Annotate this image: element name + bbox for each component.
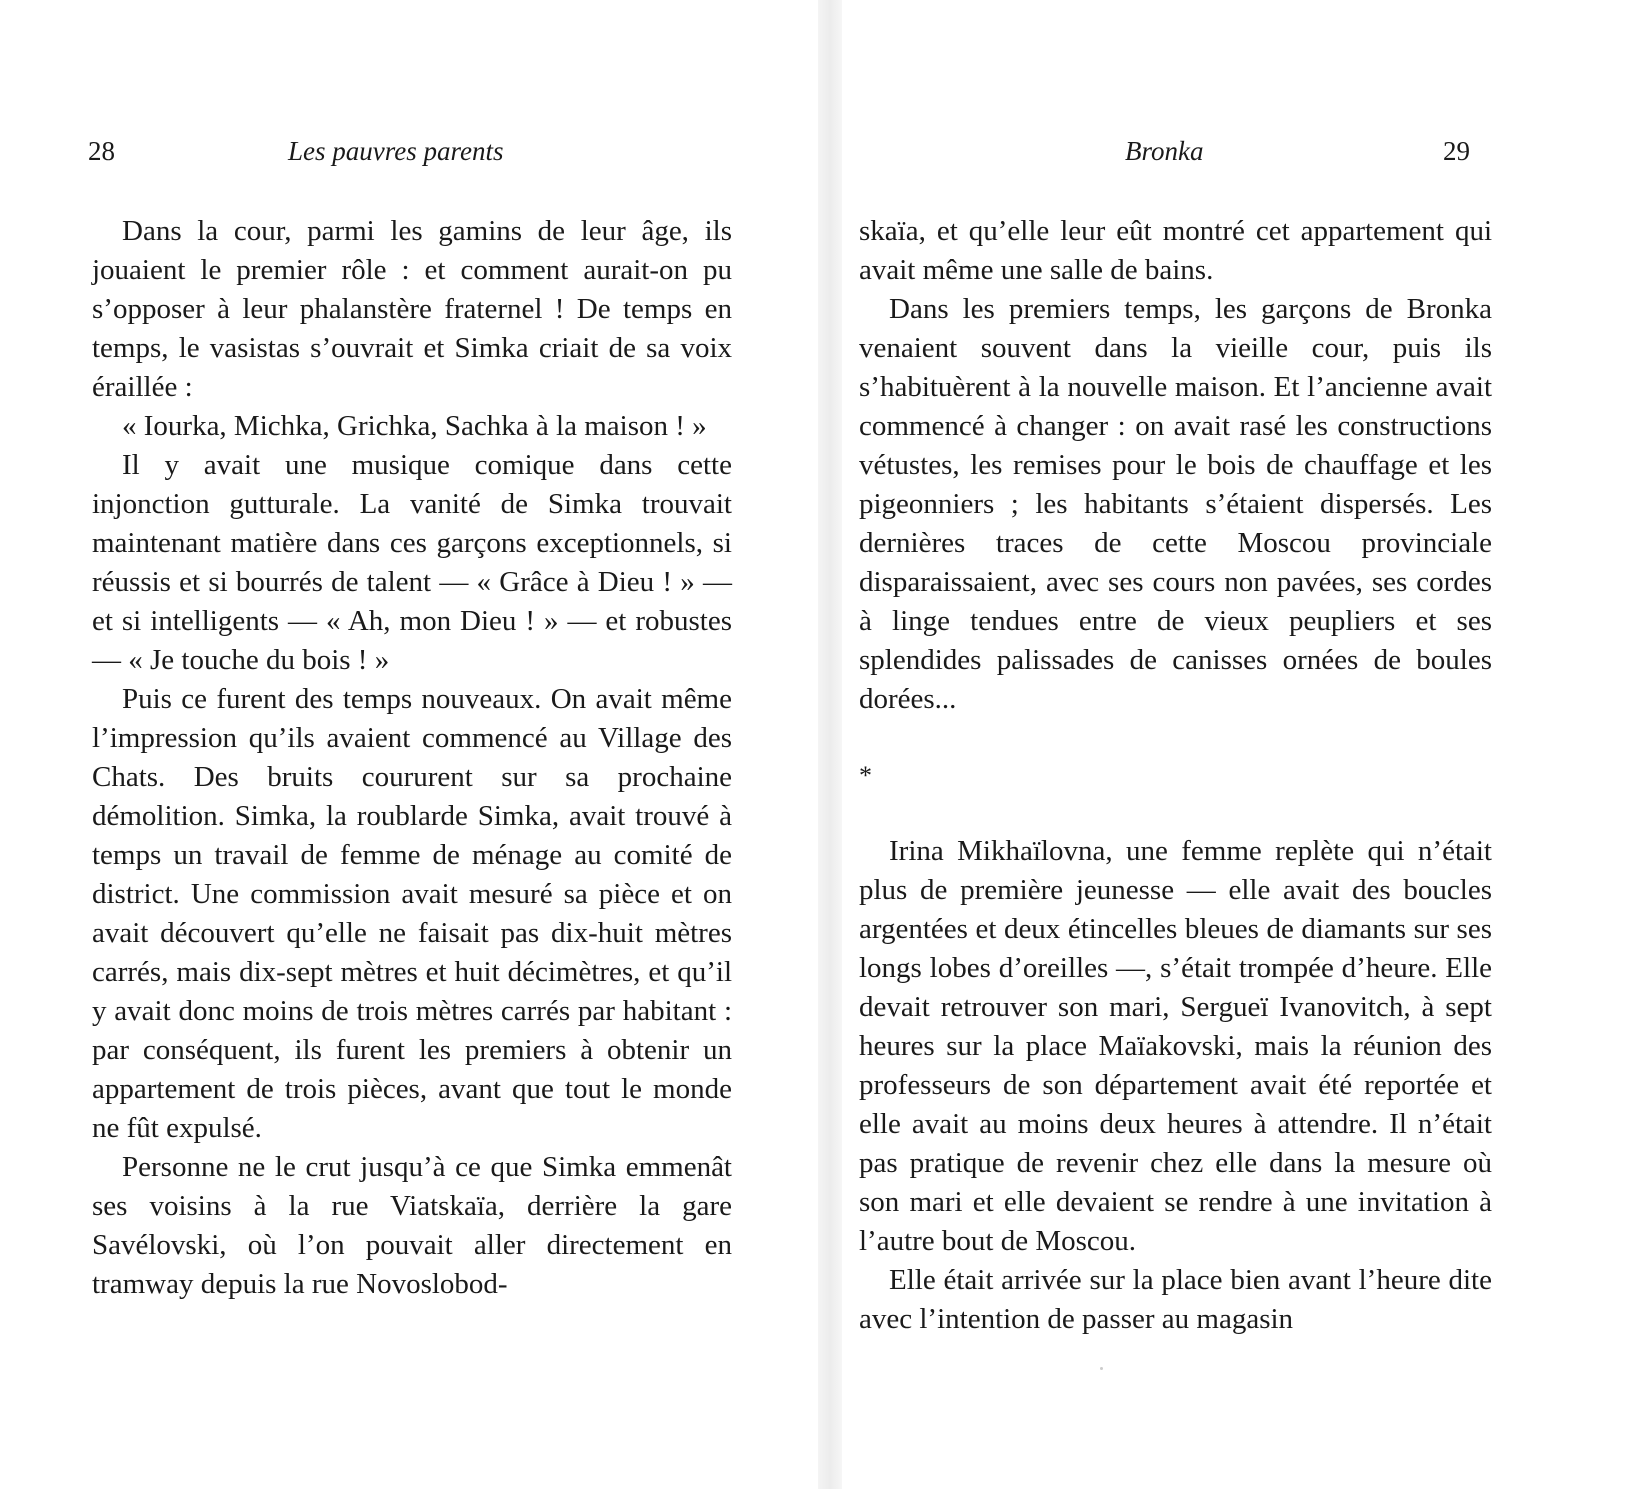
- paragraph: Il y avait une musique comique dans cette injonction gutturale. La vanité de Simka trouvait maintenant matière dans ces garçons exceptionnels, si réussis et si bourrés de talent — « Grâce à Dieu ! » — et si intelligents — « Ah, mon Dieu ! » — et robustes — « Je touche du bois ! »: [92, 449, 732, 676]
- right-page: [842, 0, 1633, 1489]
- page-number-right: 29: [1443, 136, 1470, 166]
- paragraph: « Iourka, Michka, Grichka, Sachka à la maison ! »: [122, 410, 707, 442]
- paragraph: Dans la cour, parmi les gamins de leur âge, ils jouaient le premier rôle : et comment aurait-on pu s’opposer à leur phalanstère fraternel ! De temps en temps, le vasistas s’ouvrait et Simka criait de sa voix éraillée :: [92, 215, 732, 403]
- running-head-right: Bronka: [1125, 136, 1204, 166]
- left-page-text: [92, 212, 732, 1304]
- paragraph: Personne ne le crut jusqu’à ce que Simka emmenât ses voisins à la rue Viatskaïa, derrière la gare Savélovski, où l’on pouvait aller directement en tramway depuis la rue Novoslobod-: [92, 1151, 732, 1300]
- right-page-text: [859, 212, 1492, 1339]
- section-break-asterisk: *: [859, 761, 872, 790]
- page-number-left: 28: [88, 136, 115, 166]
- paragraph: Dans les premiers temps, les garçons de Bronka venaient souvent dans la vieille cour, puis ils s’habituèrent à la nouvelle maison. Et l’ancienne avait commencé à changer : on avait rasé les constructions vétustes, les remises pour le bois de chauffage et les pigeonniers ; les habitants s’étaient dispersés. Les dernières traces de cette Moscou provinciale disparaissaient, avec ses cours non pavées, ses cordes à linge tendues entre de vieux peupliers et ses splendides palissades de canisses ornées de boules dorées...: [859, 293, 1492, 715]
- paragraph: Elle était arrivée sur la place bien avant l’heure dite avec l’intention de passer au magasin: [859, 1264, 1492, 1335]
- paragraph: Puis ce furent des temps nouveaux. On avait même l’impression qu’ils avaient commencé au Village des Chats. Des bruits coururent sur sa prochaine démolition. Simka, la roublarde Simka, avait trouvé à temps un travail de femme de ménage au comité de district. Une commission avait mesuré sa pièce et on avait découvert qu’elle ne faisait pas dix-huit mètres carrés, mais dix-sept mètres et huit décimètres, et qu’il y avait donc moins de trois mètres carrés par habitant : par conséquent, ils furent les premiers à obtenir un appartement de trois pièces, avant que tout le monde ne fût expulsé.: [92, 683, 732, 1144]
- book-gutter: [818, 0, 842, 1489]
- paper-speck: [1100, 1367, 1103, 1370]
- running-head-left: Les pauvres parents: [288, 136, 504, 166]
- paragraph: skaïa, et qu’elle leur eût montré cet appartement qui avait même une salle de bains.: [859, 215, 1492, 286]
- paragraph: Irina Mikhaïlovna, une femme replète qui n’était plus de première jeunesse — elle avait des boucles argentées et deux étincelles bleues de diamants sur ses longs lobes d’oreilles —, s’était trompée d’heure. Elle devait retrouver son mari, Sergueï Ivanovitch, à sept heures sur la place Maïakovski, mais la réunion des professeurs de son département avait été reportée et elle avait au moins deux heures à attendre. Il n’était pas pratique de revenir chez elle dans la mesure où son mari et elle devaient se rendre à une invitation à l’autre bout de Moscou.: [859, 835, 1492, 1257]
